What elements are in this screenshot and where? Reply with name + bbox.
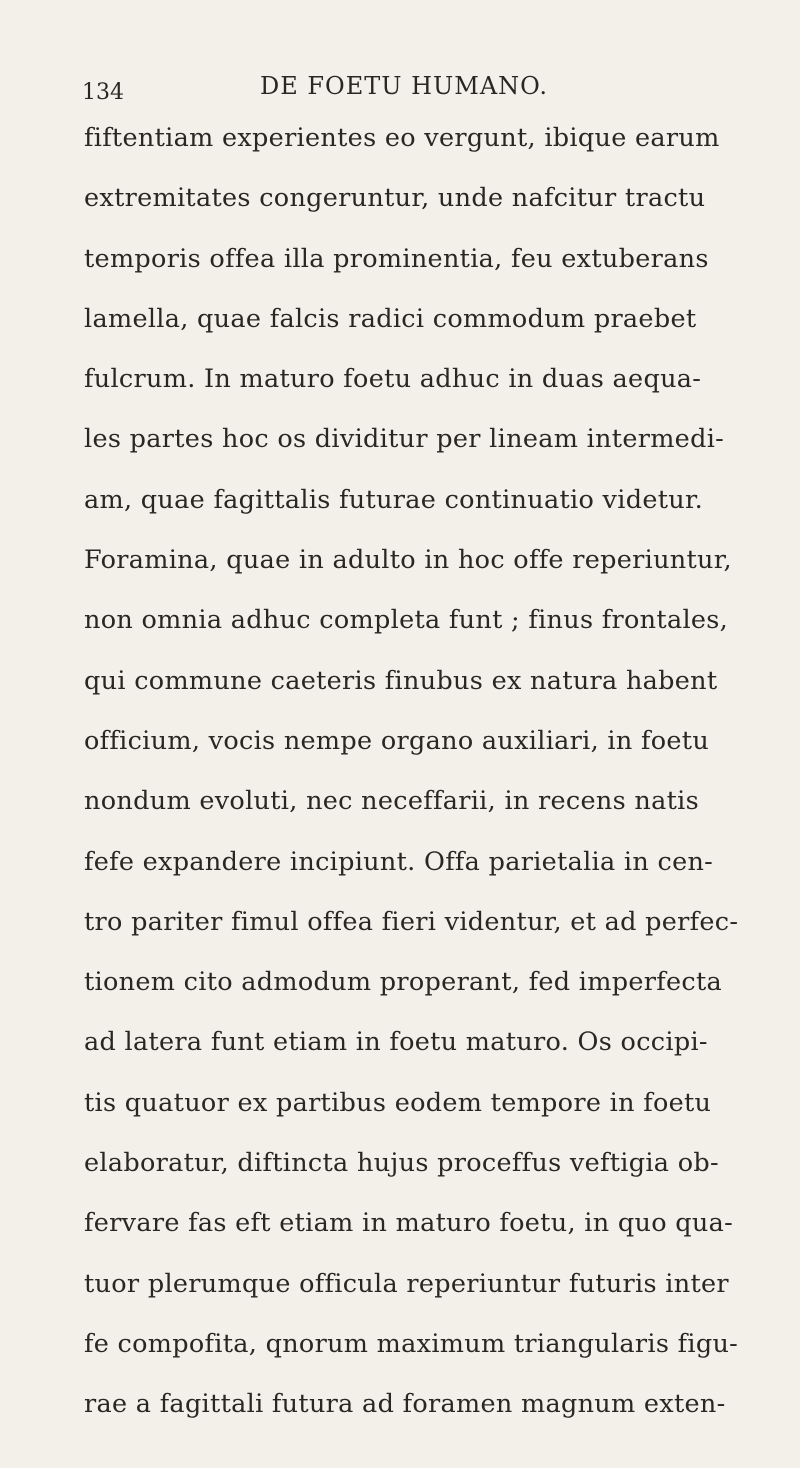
text-line: fiftentiam experientes eo vergunt, ibique earum (84, 123, 720, 153)
text-line: officium, vocis nempe organo auxiliari, in foetu (84, 725, 710, 756)
body-text (84, 108, 739, 1435)
text-line: tionem cito admodum properant, fed imperfecta (84, 967, 723, 998)
page-header (82, 62, 692, 105)
text-line: fervare fas eft etiam in maturo foetu, in quo qua- (84, 1208, 734, 1239)
text-line: ad latera funt etiam in foetu maturo. Os occipi- (84, 1027, 708, 1058)
text-line: extremitates congeruntur, unde nafcitur tractu (84, 183, 706, 214)
text-line: fe compofita, qnorum maximum triangularis figu- (84, 1328, 739, 1359)
text-line: tuor plerumque officula reperiuntur futuris inter (84, 1268, 729, 1299)
text-line: non omnia adhuc completa funt ; finus frontales, (84, 605, 729, 636)
text-line: am, quae fagittalis futurae continuatio videtur. (84, 484, 704, 515)
text-line: fulcrum. In maturo foetu adhuc in duas aequa- (84, 364, 702, 395)
text-line: rae a fagittali futura ad foramen magnum exten- (84, 1389, 726, 1420)
text-line: lamella, quae falcis radici commodum praebet (84, 303, 697, 334)
text-line: fefe expandere incipiunt. Offa parietalia in cen- (84, 846, 714, 877)
text-line: les partes hoc os dividitur per lineam intermedi- (84, 424, 725, 455)
running-title: DE FOETU HUMANO. (260, 72, 549, 100)
text-line: temporis offea illa prominentia, feu extuberans (84, 243, 709, 274)
text-line: qui commune caeteris finubus ex natura habent (84, 665, 718, 696)
page-number: 134 (82, 80, 124, 105)
text-line: tis quatuor ex partibus eodem tempore in foetu (84, 1087, 712, 1118)
text-line: tro pariter fimul offea fieri videntur, et ad perfec- (84, 906, 739, 937)
text-line: nondum evoluti, nec neceffarii, in recens natis (84, 786, 700, 817)
text-line: Foramina, quae in adulto in hoc offe reperiuntur, (84, 545, 732, 576)
text-line: elaboratur, diftincta hujus proceffus veftigia ob- (84, 1148, 719, 1179)
